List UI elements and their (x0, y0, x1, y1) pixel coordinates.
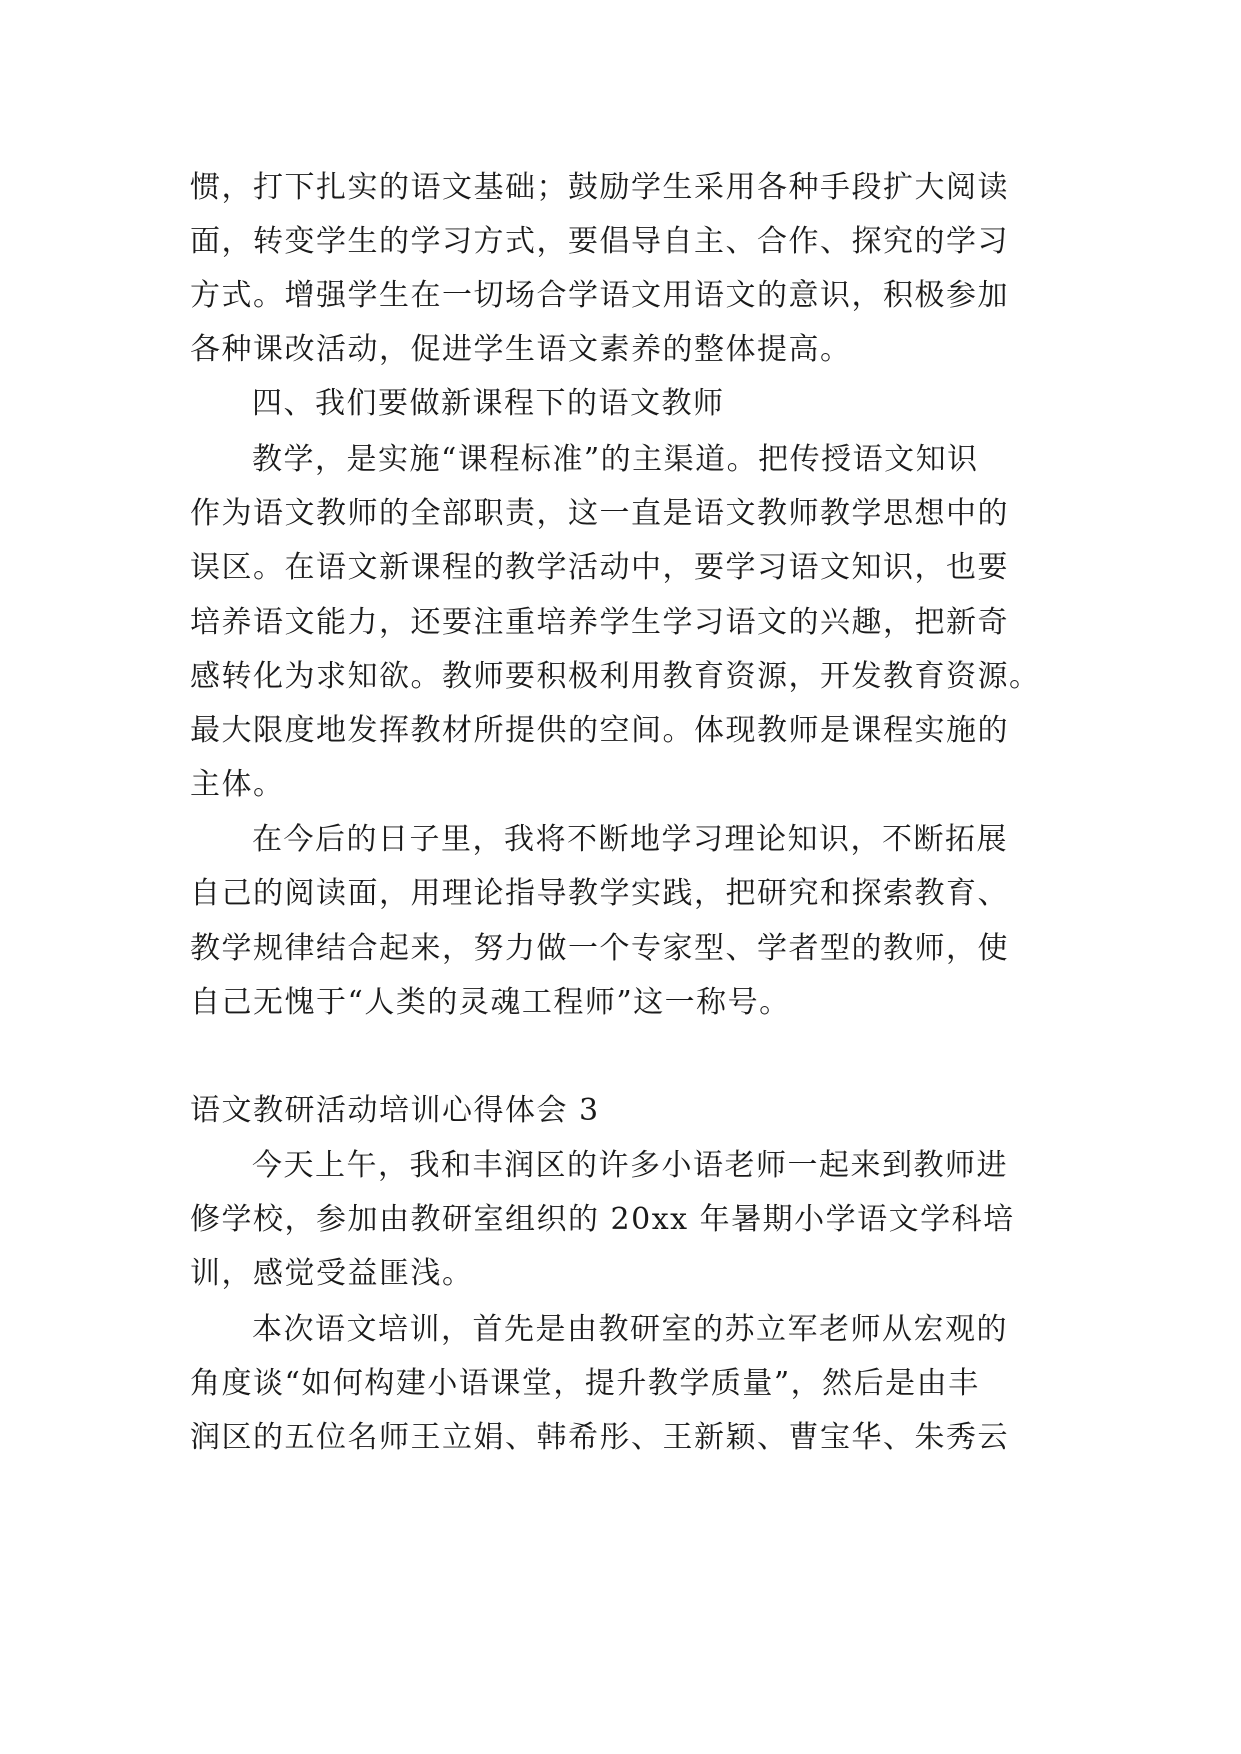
text-line: 今天上午，我和丰润区的许多小语老师一起来到教师进 (252, 1148, 1008, 1183)
text-line: 面，转变学生的学习方式，要倡导自主、合作、探究的学习 (190, 224, 1009, 259)
text-line: 惯，打下扎实的语文基础；鼓励学生采用各种手段扩大阅读 (190, 170, 1009, 205)
section-heading: 四、我们要做新课程下的语文教师 (252, 386, 725, 421)
text-line: 润区的五位名师王立娟、韩希彤、王新颖、曹宝华、朱秀云 (190, 1420, 1009, 1455)
text-line: 培养语文能力，还要注重培养学生学习语文的兴趣，把新奇 (190, 605, 1009, 640)
text-line: 修学校，参加由教研室组织的 20xx 年暑期小学语文学科培 (190, 1202, 1015, 1237)
text-line: 作为语文教师的全部职责，这一直是语文教师教学思想中的 (190, 496, 1009, 531)
text-line: 在今后的日子里，我将不断地学习理论知识，不断拓展 (252, 822, 1008, 857)
text-line: 自己无愧于“人类的灵魂工程师”这一称号。 (190, 985, 791, 1020)
text-line: 主体。 (190, 767, 285, 802)
text-line: 教学，是实施“课程标准”的主渠道。把传授语文知识 (252, 442, 979, 477)
text-line: 本次语文培训，首先是由教研室的苏立军老师从宏观的 (252, 1312, 1008, 1347)
text-line: 训，感觉受益匪浅。 (190, 1256, 474, 1291)
text-line: 自己的阅读面，用理论指导教学实践，把研究和探索教育、 (190, 876, 1009, 911)
text-line: 误区。在语文新课程的教学活动中，要学习语文知识，也要 (190, 550, 1009, 585)
text-line: 角度谈“如何构建小语课堂，提升教学质量”，然后是由丰 (190, 1366, 980, 1401)
text-line: 教学规律结合起来，努力做一个专家型、学者型的教师，使 (190, 931, 1009, 966)
text-line: 方式。增强学生在一切场合学语文用语文的意识，积极参加 (190, 278, 1009, 313)
section-title: 语文教研活动培训心得体会 3 (190, 1093, 600, 1128)
text-line: 感转化为求知欲。教师要积极利用教育资源，开发教育资源。 (190, 659, 1041, 694)
text-line: 最大限度地发挥教材所提供的空间。体现教师是课程实施的 (190, 713, 1009, 748)
text-line: 各种课改活动，促进学生语文素养的整体提高。 (190, 332, 852, 367)
